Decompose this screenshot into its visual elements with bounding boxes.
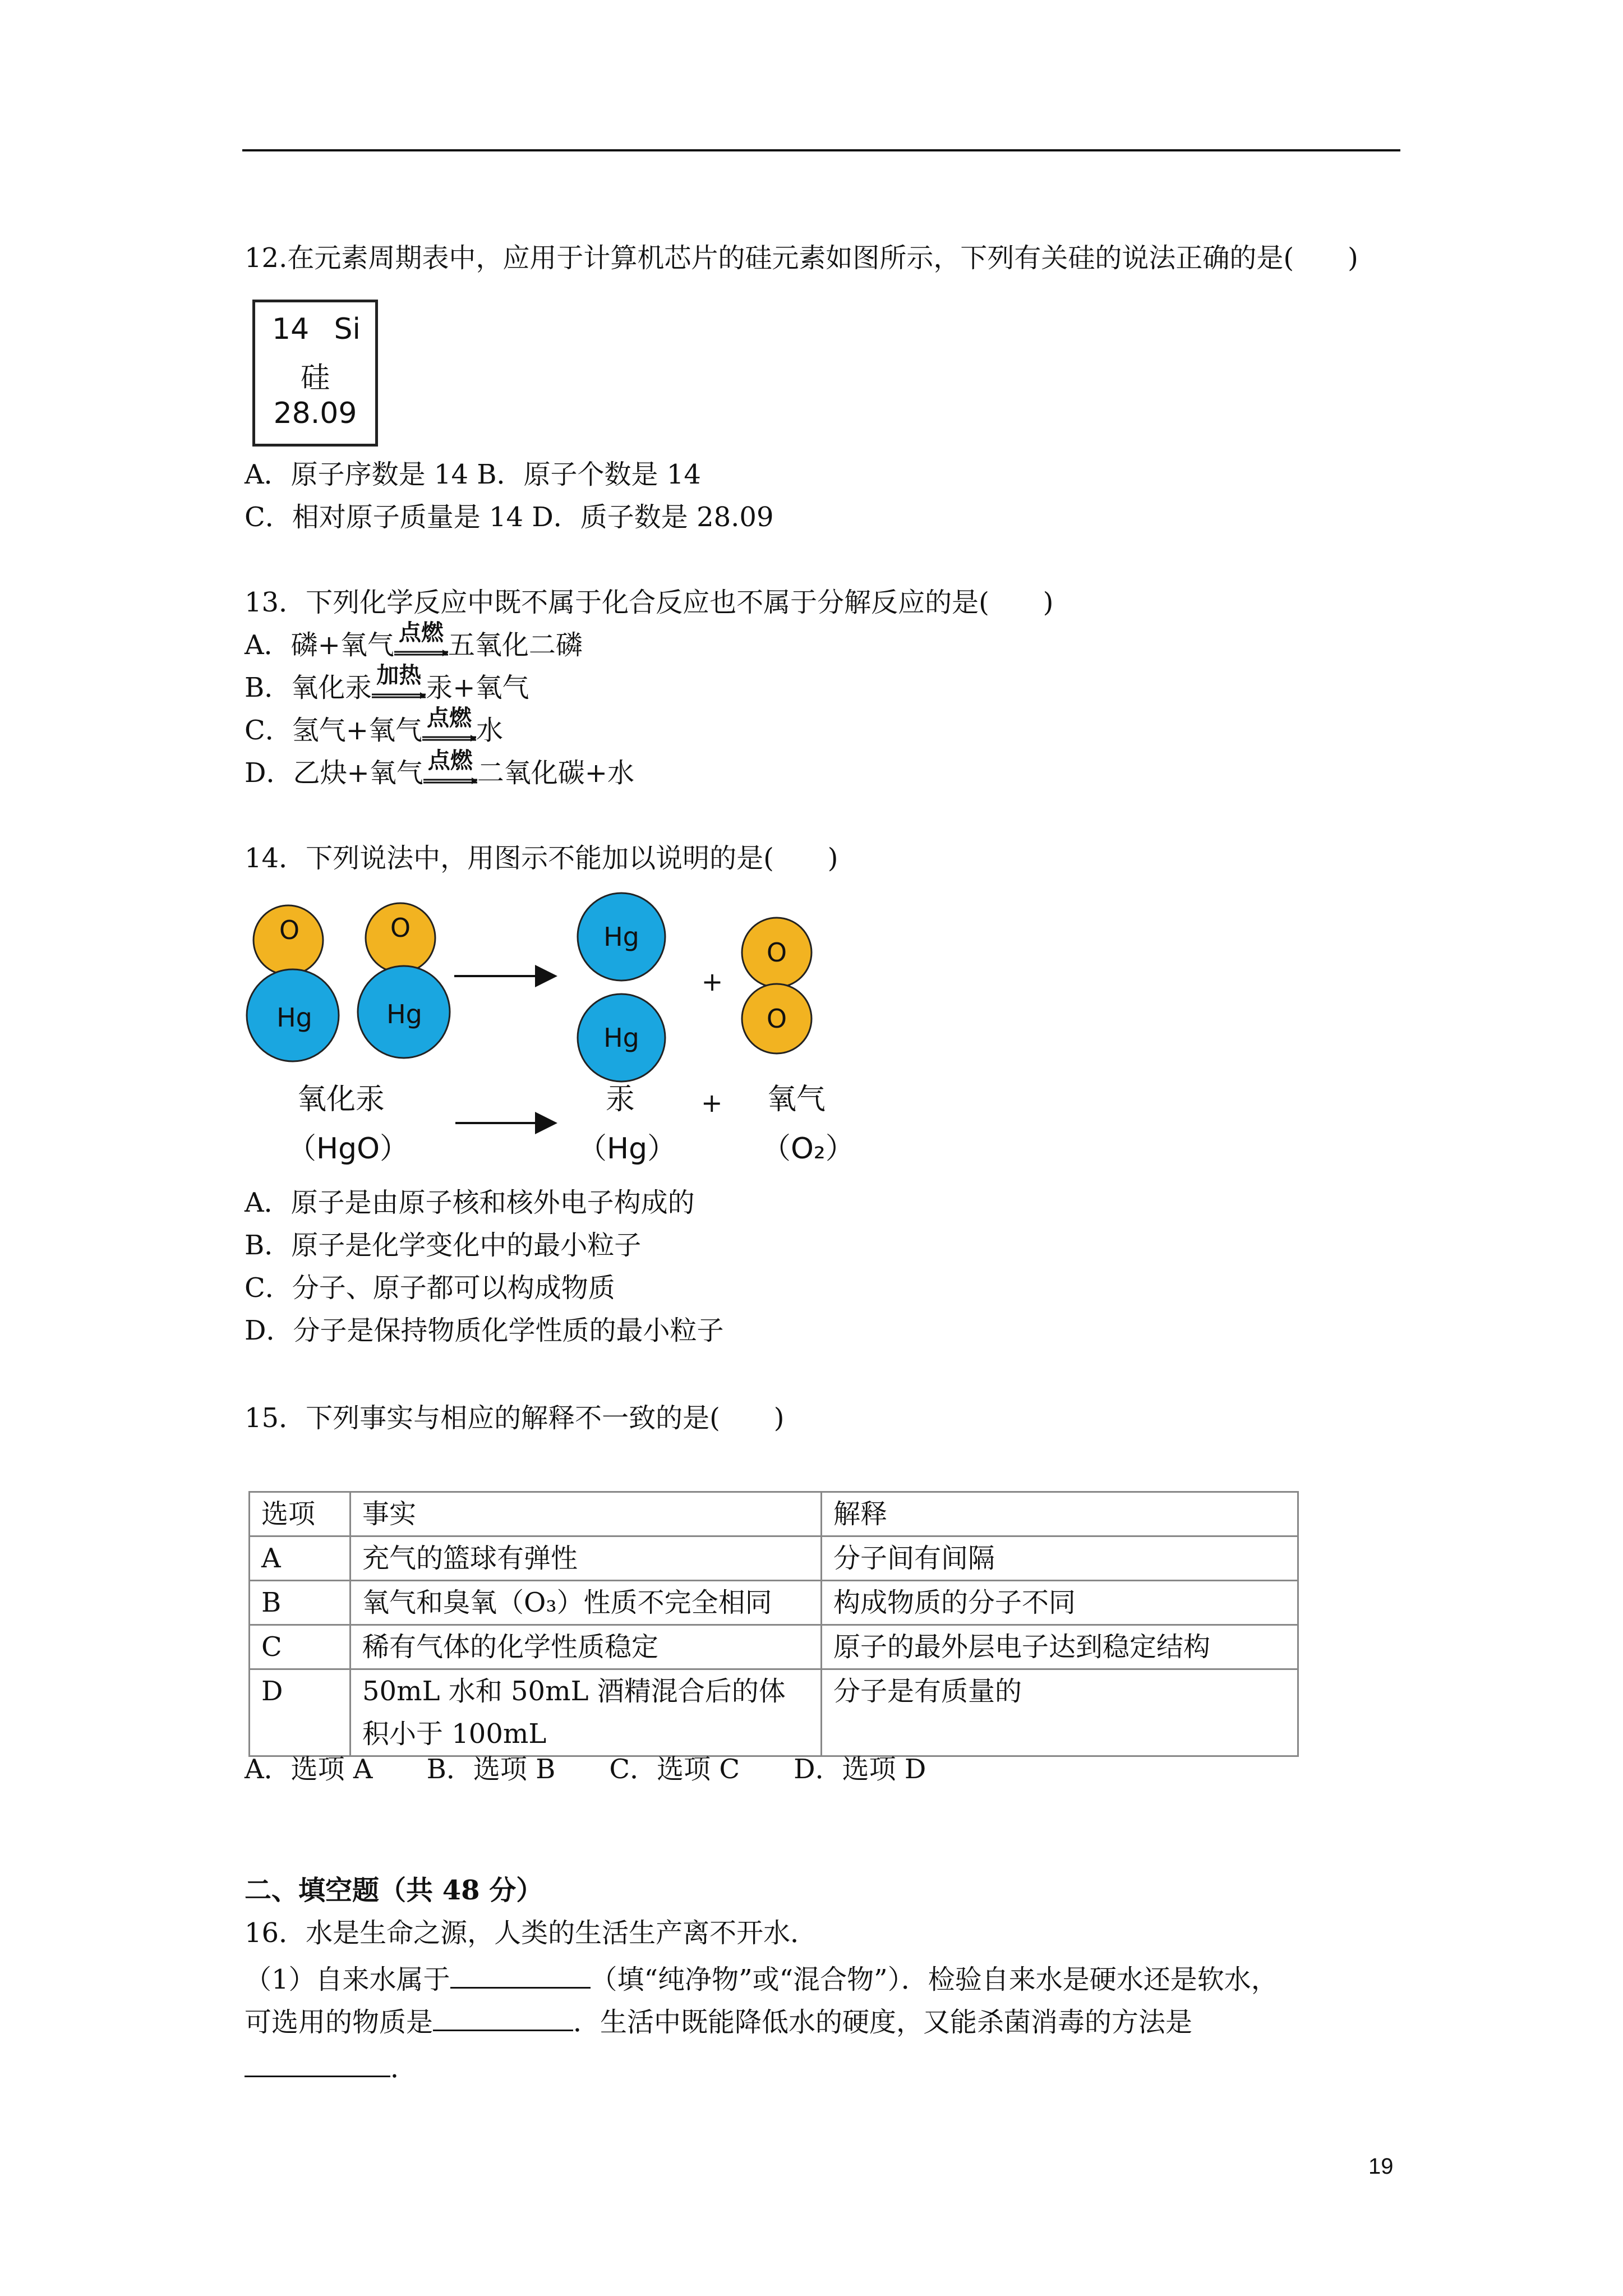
q12-option-cd: C．相对原子质量是 14 D．质子数是 28.09 [245,501,774,533]
table-header-cell: 解释 [822,1492,1298,1536]
atom-label: O [279,915,300,945]
table-cell: C [250,1625,351,1669]
reaction-left: C．氢气+氧气 [245,715,422,746]
atom-label: Hg [386,999,422,1029]
q16-text: （填“纯净物”或“混合物”）．检验自来水是硬水还是软水， [590,1964,1278,1995]
table-cell: A [250,1536,351,1581]
answer-blank[interactable] [433,2003,573,2031]
table-cell: 构成物质的分子不同 [822,1581,1298,1625]
q15-stem: 15．下列事实与相应的解释不一致的是( ) [245,1402,785,1434]
table-cell: 稀有气体的化学性质稳定 [351,1625,822,1669]
table-cell: D [250,1669,351,1756]
q14-option-b: B．原子是化学变化中的最小粒子 [245,1230,642,1261]
atom-label: O [766,937,787,968]
reaction-right: 二氧化碳+水 [477,757,634,789]
table-cell: 分子是有质量的 [822,1669,1298,1756]
q13-option-d [245,748,634,790]
hg-name-label: 汞 [606,1083,635,1116]
reaction-arrow [422,705,476,747]
hgo-name-label: 氧化汞 [297,1083,385,1116]
element-mass: 28.09 [273,397,357,430]
q12-stem: 12.在元素周期表中，应用于计算机芯片的硅元素如图所示，下列有关硅的说法正确的是( ) [245,242,1358,274]
q16-text: 可选用的物质是 [245,2007,434,2038]
table-cell: 原子的最外层电子达到稳定结构 [822,1625,1298,1669]
hgo-formula-label: （HgO） [287,1132,409,1166]
header-rule [242,149,1400,151]
table-row [250,1669,1298,1756]
reaction-condition: 点燃 [398,620,444,646]
answer-blank[interactable] [450,1960,591,1989]
q16-stem: 16．水是生命之源，人类的生活生产离不开水． [245,1917,818,1949]
q16-line-2 [245,2003,1192,2039]
q16-text: ．生活中既能降低水的硬度，又能杀菌消毒的方法是 [573,2007,1193,2038]
atom-label: O [390,913,411,943]
reaction-arrow [372,662,426,705]
reaction-condition: 点燃 [426,705,472,731]
q16-text: （1）自来水属于 [245,1964,450,1995]
q16-text: ． [390,2053,418,2084]
element-symbol: Si [334,312,361,346]
answer-blank[interactable] [245,2049,390,2077]
reaction-arrow [394,620,448,662]
reaction-left: D．乙炔+氧气 [245,757,423,789]
page-number: 19 [1368,2154,1394,2179]
q16-line-1 [245,1960,1278,1996]
atom-label: O [766,1004,787,1034]
hg-formula-label: （Hg） [578,1132,677,1166]
q14-option-a: A．原子是由原子核和核外电子构成的 [245,1187,695,1218]
table-cell: 充气的篮球有弹性 [351,1536,822,1581]
table-header-cell: 选项 [250,1492,351,1536]
reaction-left: B．氧化汞 [245,672,372,703]
silicon-element-card [252,300,378,447]
reaction-right: 汞+氧气 [426,672,529,703]
plus-sign: + [701,1088,723,1118]
q14-option-d: D．分子是保持物质化学性质的最小粒子 [245,1315,724,1346]
o2-formula-label: （O₂） [762,1132,855,1166]
atom-label: Hg [276,1002,312,1033]
q12-option-ab: A．原子序数是 14 B．原子个数是 14 [245,459,701,490]
table-row [250,1536,1298,1581]
plus-sign: + [701,967,723,997]
table-row [250,1581,1298,1625]
element-number: 14 [272,312,310,346]
q13-option-a [245,620,583,662]
table-cell: B [250,1581,351,1625]
reaction-arrow [423,748,477,790]
table-cell: 50mL 水和 50mL 酒精混合后的体积小于 100mL [351,1669,822,1756]
reaction-condition: 加热 [376,662,422,688]
reaction-condition: 点燃 [427,748,473,774]
reaction-left: A．磷+氧气 [245,629,394,661]
q13-option-c [245,705,503,747]
facts-table [248,1491,1299,1757]
table-header-cell: 事实 [351,1492,822,1536]
element-name: 硅 [300,361,330,395]
reaction-right: 五氧化二磷 [448,629,583,661]
table-header-row [250,1492,1298,1536]
atom-label: Hg [603,1023,639,1053]
q13-stem: 13．下列化学反应中既不属于化合反应也不属于分解反应的是( ) [245,587,1054,618]
q16-line-3 [245,2049,417,2085]
q15-answer-options: A．选项 A B．选项 B C．选项 C D．选项 D [245,1754,926,1785]
o2-name-label: 氧气 [767,1083,826,1116]
reaction-right: 水 [476,715,503,746]
table-row [250,1625,1298,1669]
q14-option-c: C．分子、原子都可以构成物质 [245,1272,615,1304]
atom-label: Hg [603,922,639,952]
table-cell: 氧气和臭氧（O₃）性质不完全相同 [351,1581,822,1625]
table-cell: 分子间有间隔 [822,1536,1298,1581]
q13-option-b [245,662,529,705]
q14-stem: 14．下列说法中，用图示不能加以说明的是( ) [245,843,838,874]
section-title: 二、填空题（共 48 分） [245,1875,543,1906]
